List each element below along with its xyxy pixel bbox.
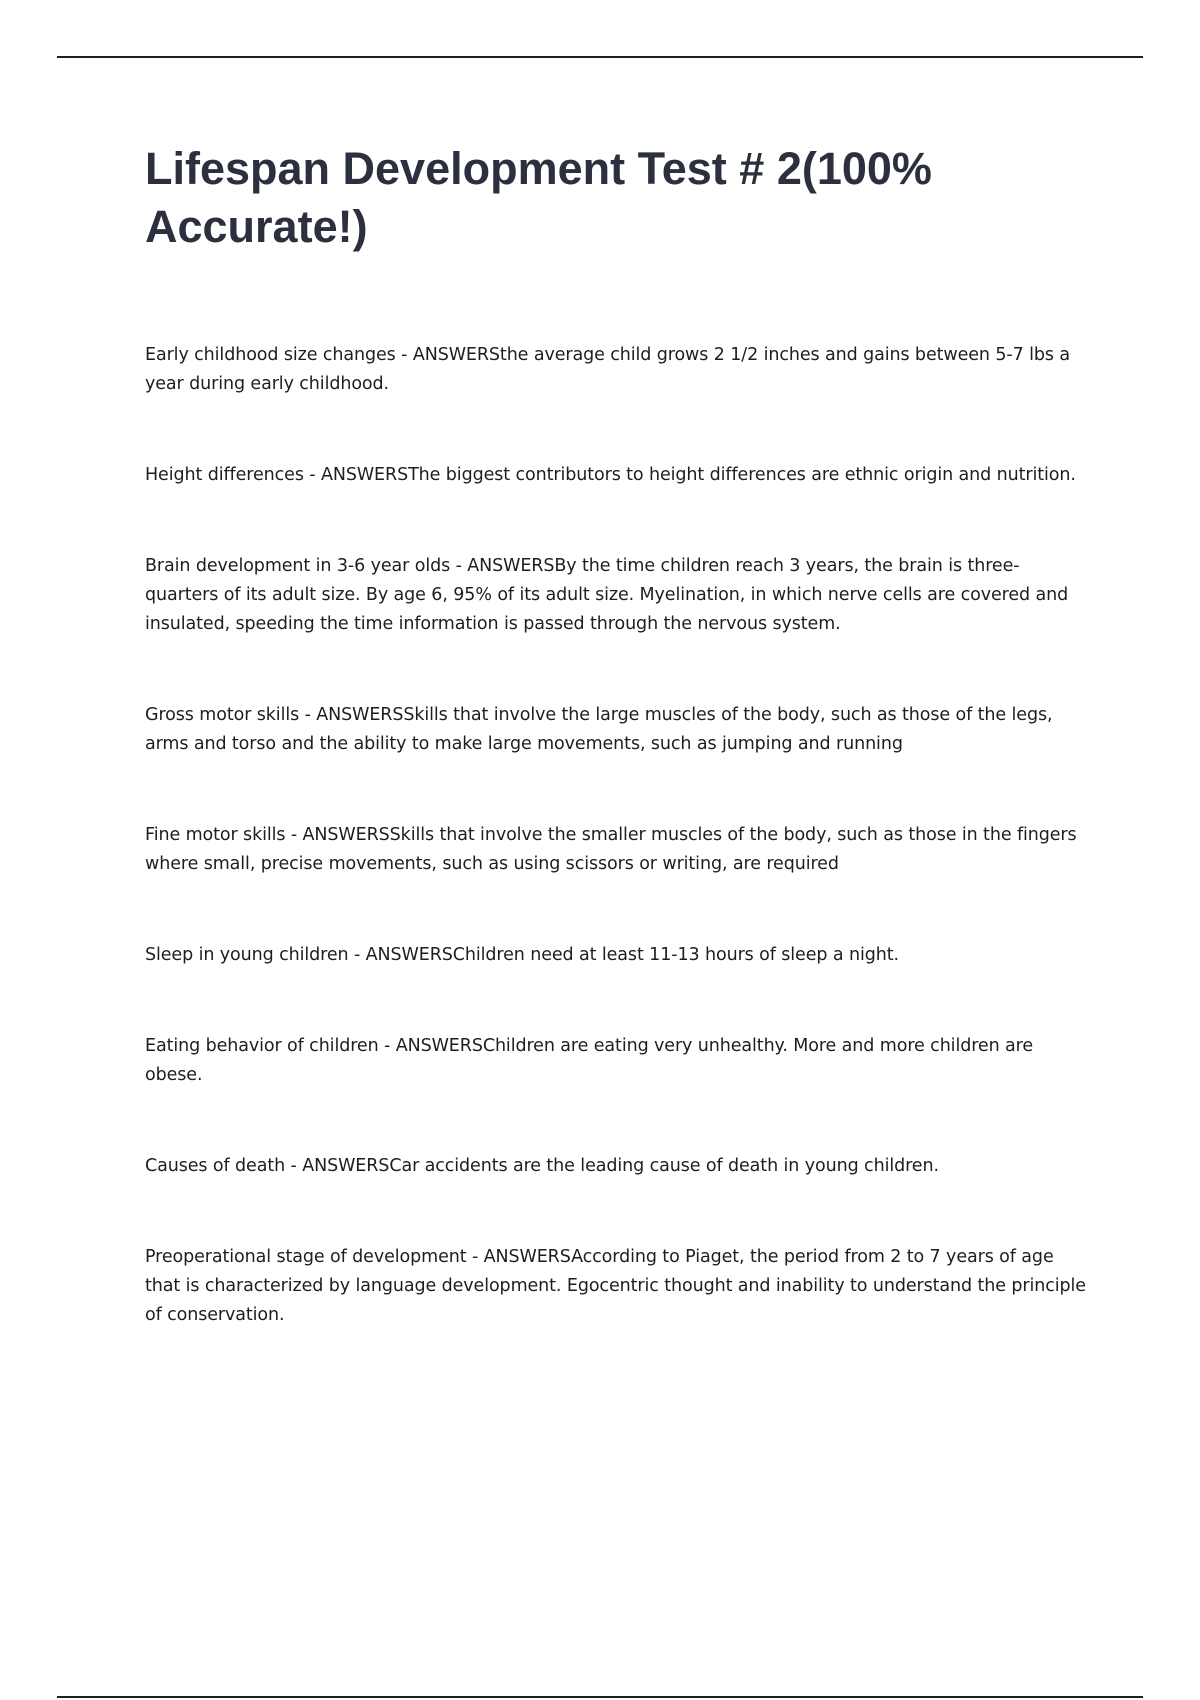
- qa-item: Brain development in 3-6 year olds - ANSWERSBy the time children reach 3 years, the brain is three-quarters of its adult size. By age 6, 95% of its adult size. Myelination, in which nerve cells are covered and insulated, speeding the time information is passed through the nervous system.: [145, 556, 1069, 634]
- qa-item: Causes of death - ANSWERSCar accidents are the leading cause of death in young children.: [145, 1156, 939, 1176]
- document-title: Lifespan Development Test # 2(100% Accurate!): [145, 143, 932, 252]
- qa-item: Preoperational stage of development - ANSWERSAccording to Piaget, the period from 2 to 7 years of age that is characterized by language development. Egocentric thought and inability to understand the principle of conservation.: [145, 1247, 1086, 1325]
- qa-list: [145, 341, 1090, 1330]
- qa-item: Height differences - ANSWERSThe biggest contributors to height differences are ethnic origin and nutrition.: [145, 465, 1076, 485]
- qa-item: Sleep in young children - ANSWERSChildren need at least 11-13 hours of sleep a night.: [145, 945, 899, 965]
- qa-item: Fine motor skills - ANSWERSSkills that involve the smaller muscles of the body, such as those in the fingers where small, precise movements, such as using scissors or writing, are required: [145, 825, 1077, 874]
- bottom-divider: [57, 1696, 1143, 1698]
- top-divider: [57, 56, 1143, 58]
- document-page: [145, 140, 1090, 1330]
- qa-item: Eating behavior of children - ANSWERSChildren are eating very unhealthy. More and more children are obese.: [145, 1036, 1034, 1085]
- qa-item: Gross motor skills - ANSWERSSkills that involve the large muscles of the body, such as those of the legs, arms and torso and the ability to make large movements, such as jumping and running: [145, 705, 1053, 754]
- qa-item: Early childhood size changes - ANSWERSthe average child grows 2 1/2 inches and gains between 5-7 lbs a year during early childhood.: [145, 345, 1070, 394]
